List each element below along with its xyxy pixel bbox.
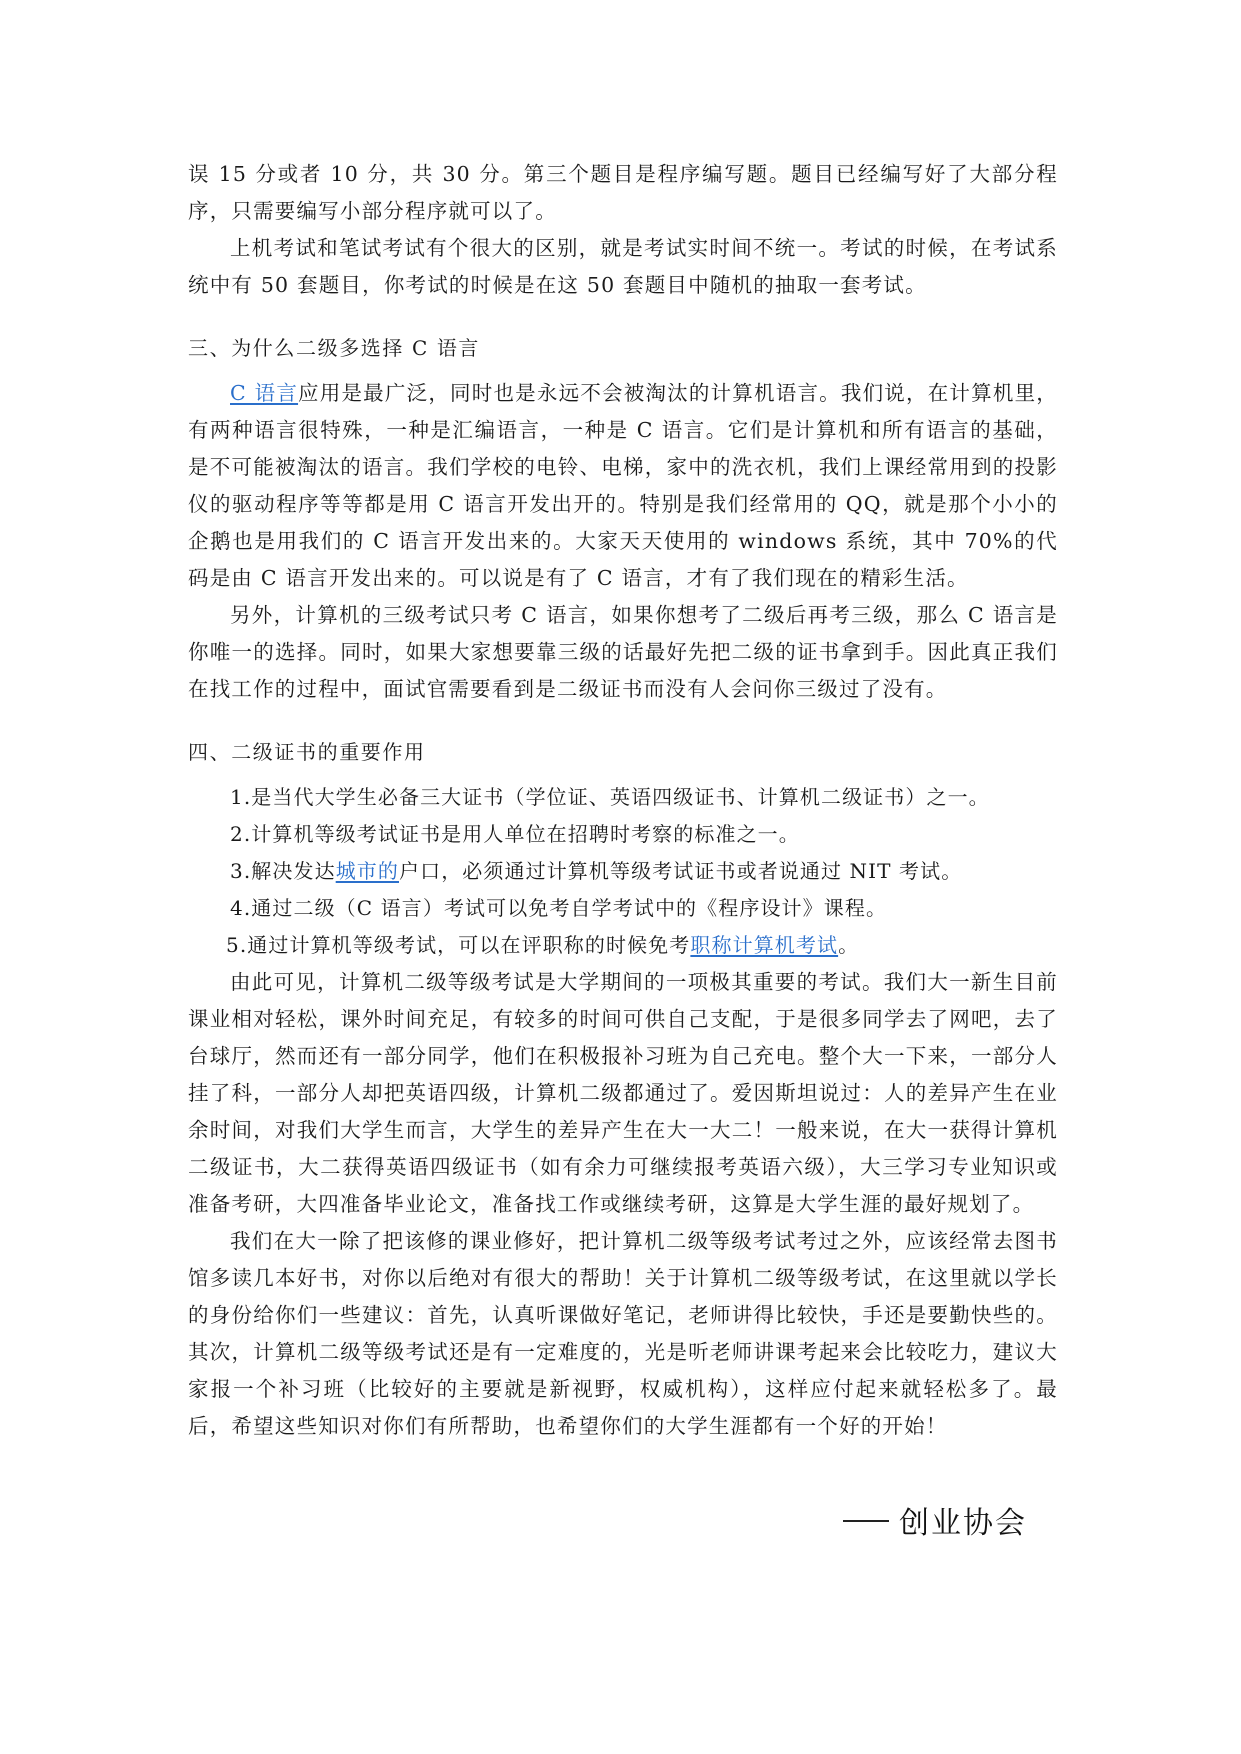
list-item-5 xyxy=(188,927,1058,964)
c-language-link[interactable]: C 语言 xyxy=(230,381,299,405)
list-item-1: 1.是当代大学生必备三大证书（学位证、英语四级证书、计算机二级证书）之一。 xyxy=(230,785,990,809)
list-item-3-text-b: 户口，必须通过计算机等级考试证书或者说通过 NIT 考试。 xyxy=(399,859,963,883)
intro-paragraph-1: 误 15 分或者 10 分，共 30 分。第三个题目是程序编写题。题目已经编写好了大部分程序，只需要编写小部分程序就可以了。 xyxy=(188,162,1058,223)
section-4-heading: 四、二级证书的重要作用 xyxy=(188,740,426,764)
signature-text: 创业协会 xyxy=(899,1506,1027,1541)
list-item-4: 4.通过二级（C 语言）考试可以免考自学考试中的《程序设计》课程。 xyxy=(230,896,888,920)
section-4-paragraph-1: 由此可见，计算机二级等级考试是大学期间的一项极其重要的考试。我们大一新生目前课业相对轻松，课外时间充足，有较多的时间可供自己支配，于是很多同学去了网吧，去了台球厅，然而还有一部分同学，他们在积极报补习班为自己充电。整个大一下来，一部分人挂了科，一部分人却把英语四级，计算机二级都通过了。爱因斯坦说过：人的差异产生在业余时间，对我们大学生而言，大学生的差异产生在大一大二！一般来说，在大一获得计算机二级证书，大二获得英语四级证书（如有余力可继续报考英语六级），大三学习专业知识或准备考研，大四准备毕业论文，准备找工作或继续考研，这算是大学生涯的最好规划了。 xyxy=(188,970,1058,1216)
list-item-3 xyxy=(188,853,1058,890)
city-link[interactable]: 城市的 xyxy=(335,859,399,883)
section-4-paragraph-2: 我们在大一除了把该修的课业修好，把计算机二级等级考试考过之外，应该经常去图书馆多读几本好书，对你以后绝对有很大的帮助！关于计算机二级等级考试，在这里就以学长的身份给你们一些建议：首先，认真听课做好笔记，老师讲得比较快，手还是要勤快些的。其次，计算机二级等级考试还是有一定难度的，光是听老师讲课考起来会比较吃力，建议大家报一个补习班（比较好的主要就是新视野，权威机构），这样应付起来就轻松多了。最后，希望这些知识对你们有所帮助，也希望你们的大学生涯都有一个好的开始！ xyxy=(188,1229,1058,1438)
section-3-paragraph-1-text: 应用是最广泛，同时也是永远不会被淘汰的计算机语言。我们说，在计算机里，有两种语言很特殊，一种是汇编语言，一种是 C 语言。它们是计算机和所有语言的基础，是不可能被淘汰的语言。我们学校的电铃、电梯，家中的洗衣机，我们上课经常用到的投影仪的驱动程序等等都是用 C 语言开发出开的。特别是我们经常用的 QQ，就是那个小小的企鹅也是用我们的 C 语言开发出来的。大家天天使用的 windows 系统，其中 70%的代码是由 C 语言开发出来的。可以说是有了 C 语言，才有了我们现在的精彩生活。 xyxy=(188,381,1058,590)
list-item-5-text-b: 。 xyxy=(838,933,860,957)
list-item-2: 2.计算机等级考试证书是用人单位在招聘时考察的标准之一。 xyxy=(230,822,800,846)
section-3-heading: 三、为什么二级多选择 C 语言 xyxy=(188,336,481,360)
signature-dash xyxy=(843,1520,889,1522)
intro-paragraph-2: 上机考试和笔试考试有个很大的区别，就是考试实时间不统一。考试的时候，在考试系统中有 50 套题目，你考试的时候是在这 50 套题目中随机的抽取一套考试。 xyxy=(188,236,1058,297)
list-item-3-text-a: 3.解决发达 xyxy=(230,859,336,883)
section-3-paragraph-1 xyxy=(188,375,1058,597)
document-body xyxy=(188,156,1058,1445)
list-item-5-text-a: 5.通过计算机等级考试，可以在评职称的时候免考 xyxy=(226,933,691,957)
section-3-paragraph-2: 另外，计算机的三级考试只考 C 语言，如果你想考了二级后再考三级，那么 C 语言是你唯一的选择。同时，如果大家想要靠三级的话最好先把二级的证书拿到手。因此真正我们在找工作的过程中，面试官需要看到是二级证书而没有人会问你三级过了没有。 xyxy=(188,603,1058,701)
title-computer-exam-link[interactable]: 职称计算机考试 xyxy=(690,933,839,957)
signature xyxy=(843,1498,1027,1542)
